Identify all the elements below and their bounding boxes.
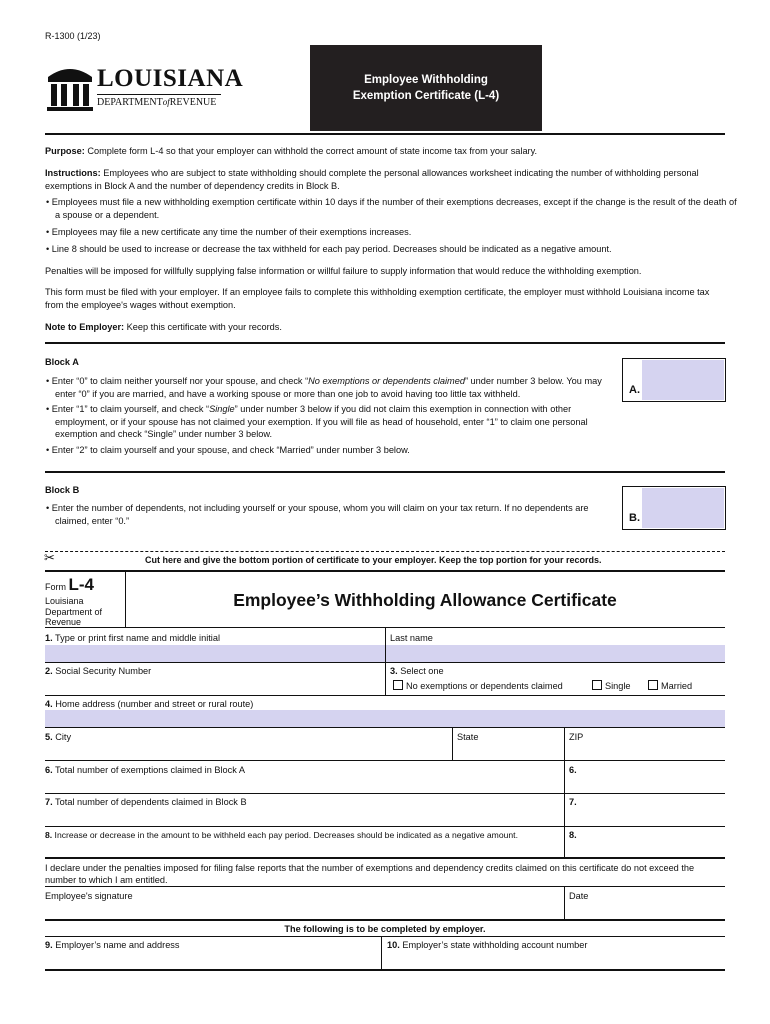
date-label: Date: [569, 891, 589, 901]
last-name-input[interactable]: [386, 645, 725, 662]
option-single[interactable]: Single: [592, 680, 631, 692]
first-name-label: 1. Type or print first name and middle initial: [45, 633, 220, 643]
line-8-label: 8. Increase or decrease in the amount to be withheld each pay period. Decreases should be indicated as a negative amount.: [45, 830, 518, 840]
form-code: R-1300 (1/23): [45, 31, 101, 41]
note-to-employer: Note to Employer: Keep this certificate with your records.: [45, 322, 282, 332]
block-b-title: Block B: [45, 485, 80, 495]
logo-department: DEPARTMENTofREVENUE: [97, 97, 217, 108]
cut-line: [45, 551, 725, 552]
employer-section-heading: The following is to be completed by employer.: [284, 924, 486, 934]
city-label: 5. City: [45, 732, 72, 742]
scissors-icon: ✂: [44, 550, 55, 565]
date-input[interactable]: [565, 902, 725, 918]
select-one-label: 3. Select one: [390, 666, 444, 676]
line-6-input[interactable]: [565, 761, 725, 792]
block-a-box: [622, 358, 726, 402]
agency-name: Louisiana Department of Revenue: [45, 596, 103, 627]
home-address-input[interactable]: [45, 710, 725, 727]
zip-label: ZIP: [569, 732, 584, 742]
header-line2: Exemption Certificate (L-4): [352, 90, 500, 102]
certificate-title: Employee’s Withholding Allowance Certificate: [233, 590, 617, 610]
line-7-label: 7. Total number of dependents claimed in Block B: [45, 797, 247, 807]
checkbox-married[interactable]: [648, 680, 658, 690]
home-address-label: 4. Home address (number and street or rural route): [45, 699, 254, 709]
employer-account-label: 10. Employer’s state withholding account number: [387, 940, 588, 950]
instruction-bullet: • Employees may file a new certificate any time the number of their exemptions increases.: [46, 227, 412, 237]
capitol-icon: [45, 63, 95, 113]
instruction-bullet: • Employees must file a new withholding exemption certificate within 10 days if the number of their exemptions decreases, except if the change is the result of the death of a spouse or a dependent.: [46, 197, 737, 220]
block-b-input[interactable]: [642, 488, 724, 528]
checkbox-no-exemptions[interactable]: [393, 680, 403, 690]
cut-instruction: Cut here and give the bottom portion of certificate to your employer. Keep the top portion for your records.: [145, 555, 602, 565]
signature-input[interactable]: [45, 902, 563, 918]
purpose: Purpose: Complete form L-4 so that your employer can withhold the correct amount of state income tax from your salary.: [45, 146, 538, 156]
last-name-label: Last name: [390, 633, 433, 643]
divider: [45, 570, 725, 572]
line-8-number: 8.: [569, 830, 577, 840]
line-8-input[interactable]: [565, 827, 725, 857]
line-7-number: 7.: [569, 797, 577, 807]
signature-label: Employee's signature: [45, 891, 133, 901]
block-b-box: [622, 486, 726, 530]
filing-text: This form must be filed with your employer. If an employee fails to complete this withholding exemption certificate, the employer must withhold Louisiana income tax from the employee's wages without exemption.: [45, 287, 710, 310]
line-6-number: 6.: [569, 765, 577, 775]
line-6-label: 6. Total number of exemptions claimed in Block A: [45, 765, 246, 775]
state-label: State: [457, 732, 479, 742]
block-a-title: Block A: [45, 357, 79, 367]
block-a-label: A.: [629, 384, 640, 396]
ssn-label: 2. Social Security Number: [45, 666, 152, 676]
line-7-input[interactable]: [565, 794, 725, 825]
option-no-exemptions[interactable]: No exemptions or dependents claimed: [393, 680, 563, 692]
instructions: Instructions: Employees who are subject to state withholding should complete the personal allowances worksheet indicating the number of withholding personal exemptions in Block A and the number of dependency credits in Block B.: [45, 168, 699, 191]
checkbox-single[interactable]: [592, 680, 602, 690]
header-title-box: [310, 45, 542, 131]
logo-name: LOUISIANA: [97, 65, 244, 92]
declaration-text: I declare under the penalties imposed for filing false reports that the number of exemptions and dependency credits claimed on this certificate do not exceed the number to which I am entitled.: [45, 863, 695, 885]
employer-name-input[interactable]: [45, 952, 380, 969]
block-b-bullet: • Enter the number of dependents, not including yourself or your spouse, whom you will claim on your tax return. If no dependents are claimed, enter “0.”: [46, 503, 589, 526]
block-a-bullet: • Enter “2” to claim yourself and your spouse, and check “Married” under number 3 below.: [46, 445, 410, 455]
louisiana-dor-logo: [45, 63, 244, 113]
divider: [45, 471, 725, 473]
instruction-bullet: • Line 8 should be used to increase or decrease the tax withheld for each pay period. Decreases should be indicated as a negative amount.: [46, 244, 612, 254]
divider: [45, 342, 725, 344]
penalties-text: Penalties will be imposed for willfully supplying false information or willful failure to supply information that would reduce the withholding exemption.: [45, 266, 642, 276]
block-a-bullet: • Enter “0” to claim neither yourself nor your spouse, and check “No exemptions or dependents claimed” under number 3 below. You may enter “0” if you are married, and have a working spouse or more than one job to avoid having too little tax withheld.: [46, 376, 602, 399]
header-line1: Employee Withholding: [364, 74, 488, 86]
form-label: Form L-4: [45, 575, 95, 594]
block-a-input[interactable]: [642, 360, 724, 400]
option-married[interactable]: Married: [648, 680, 692, 692]
divider: [45, 133, 725, 135]
block-a-bullet: • Enter “1” to claim yourself, and check “Single” under number 3 below if you did not claim this exemption in connection with other employment, or if your spouse has not claimed your exemption. If you will file as head of household, enter “1” to claim one personal exemption and check “Single” under number 3 below.: [46, 404, 588, 439]
block-b-label: B.: [629, 512, 640, 524]
employer-account-input[interactable]: [382, 952, 725, 969]
first-name-input[interactable]: [45, 645, 385, 662]
employer-name-label: 9. Employer’s name and address: [45, 940, 180, 950]
